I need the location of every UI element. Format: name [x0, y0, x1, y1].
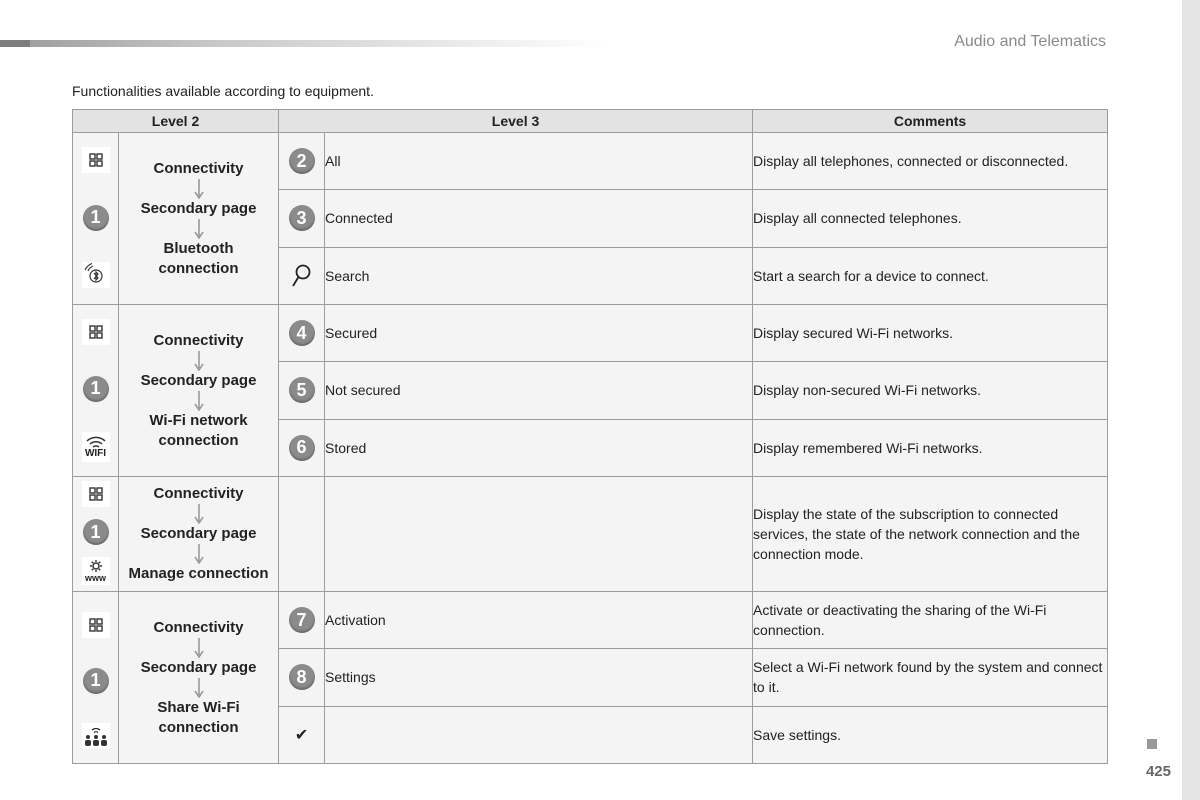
connectivity-menu-icon: [82, 481, 110, 507]
comment-text: Start a search for a device to connect.: [753, 247, 1108, 304]
down-arrow-icon: [194, 179, 204, 199]
wifi-icon: [82, 432, 110, 462]
down-arrow-icon: [194, 544, 204, 564]
table-row: [73, 133, 1108, 190]
comment-text: Select a Wi-Fi network found by the system and connect to it.: [753, 649, 1108, 706]
down-arrow-icon: [194, 638, 204, 658]
flow-step-connectivity: Connectivity: [153, 331, 244, 349]
header-accent-bar: [0, 40, 610, 47]
page-marker: [1147, 739, 1157, 749]
level3-label: Search: [325, 247, 753, 304]
comment-text: Display secured Wi-Fi networks.: [753, 305, 1108, 362]
connectivity-menu-icon: [82, 147, 110, 173]
column-header-level3: Level 3: [279, 110, 753, 133]
bluetooth-icon: [82, 262, 110, 288]
level3-label: [325, 706, 753, 763]
level3-badge-cell: [279, 649, 325, 706]
flow-step-connectivity: Connectivity: [153, 618, 244, 636]
level3-label: Secured: [325, 305, 753, 362]
flow-step-connectivity: Connectivity: [153, 485, 244, 502]
level3-label: Connected: [325, 190, 753, 247]
level2-flow-cell: [119, 133, 279, 305]
table-row: [73, 305, 1108, 362]
checkmark-icon: ✔: [294, 726, 309, 744]
level1-icons-cell: [73, 133, 119, 305]
level1-icons-cell: [73, 477, 119, 592]
wifi-icon-label: WIFI: [84, 447, 107, 459]
column-header-comments: Comments: [753, 110, 1108, 133]
column-header-level2: Level 2: [73, 110, 279, 133]
level1-icons-cell: [73, 592, 119, 764]
level1-icons-cell: [73, 305, 119, 477]
flow-step-connectivity: Connectivity: [153, 159, 244, 177]
intro-text: Functionalities available according to equipment.: [72, 83, 374, 99]
step-badge: 8: [289, 664, 315, 690]
level3-badge-cell: [279, 592, 325, 649]
step-badge: 3: [289, 205, 315, 231]
comment-text: Display all connected telephones.: [753, 190, 1108, 247]
functionality-table: [72, 109, 1108, 764]
level3-badge-cell: [279, 362, 325, 419]
level3-badge-cell: [279, 706, 325, 763]
flow-step-target: Share Wi-Fi connection: [157, 698, 240, 736]
down-arrow-icon: [194, 219, 204, 239]
level3-badge-cell: [279, 305, 325, 362]
level3-label: All: [325, 133, 753, 190]
down-arrow-icon: [194, 351, 204, 371]
step-badge: 7: [289, 607, 315, 633]
flow-step-secondary-page: Secondary page: [140, 525, 257, 542]
step-badge: 2: [289, 148, 315, 174]
flow-step-secondary-page: Secondary page: [140, 658, 257, 676]
level3-badge-cell: [279, 419, 325, 476]
comment-text: Display remembered Wi-Fi networks.: [753, 419, 1108, 476]
section-title: Audio and Telematics: [954, 33, 1106, 50]
level3-label: Settings: [325, 649, 753, 706]
level2-flow-cell: [119, 592, 279, 764]
level3-label: [325, 477, 753, 592]
page-number: 425: [1145, 763, 1171, 780]
level3-badge-cell: [279, 190, 325, 247]
www-icon-label: www: [84, 573, 106, 583]
level2-flow-cell: [119, 477, 279, 592]
flow-step-target: Manage connection: [128, 565, 269, 582]
step-badge: 1: [83, 205, 109, 231]
table-row: [73, 477, 1108, 592]
www-settings-icon: [82, 557, 110, 585]
down-arrow-icon: [194, 391, 204, 411]
level3-label: Not secured: [325, 362, 753, 419]
step-badge: 1: [83, 519, 109, 545]
flow-step-secondary-page: Secondary page: [140, 199, 257, 217]
share-wifi-icon: [82, 723, 110, 749]
step-badge: 5: [289, 377, 315, 403]
comment-text: Display the state of the subscription to connected services, the state of the network connection and the connection mode.: [753, 477, 1108, 592]
comment-text: Display all telephones, connected or disconnected.: [753, 133, 1108, 190]
level3-label: Stored: [325, 419, 753, 476]
flow-step-target: Bluetooth connection: [158, 239, 239, 277]
comment-text: Activate or deactivating the sharing of the Wi-Fi connection.: [753, 592, 1108, 649]
search-icon: [291, 263, 313, 289]
step-badge: 1: [83, 376, 109, 402]
page-edge-strip: [1182, 0, 1200, 800]
step-badge: 6: [289, 435, 315, 461]
down-arrow-icon: [194, 504, 204, 524]
down-arrow-icon: [194, 678, 204, 698]
level3-badge-cell: [279, 133, 325, 190]
step-badge: 1: [83, 668, 109, 694]
table-row: [73, 592, 1108, 649]
level3-label: Activation: [325, 592, 753, 649]
level3-badge-cell: [279, 477, 325, 592]
comment-text: Save settings.: [753, 706, 1108, 763]
flow-step-secondary-page: Secondary page: [140, 371, 257, 389]
connectivity-menu-icon: [82, 612, 110, 638]
level3-badge-cell: [279, 247, 325, 304]
level2-flow-cell: [119, 305, 279, 477]
comment-text: Display non-secured Wi-Fi networks.: [753, 362, 1108, 419]
step-badge: 4: [289, 320, 315, 346]
flow-step-target: Wi-Fi network connection: [149, 411, 248, 449]
connectivity-menu-icon: [82, 319, 110, 345]
